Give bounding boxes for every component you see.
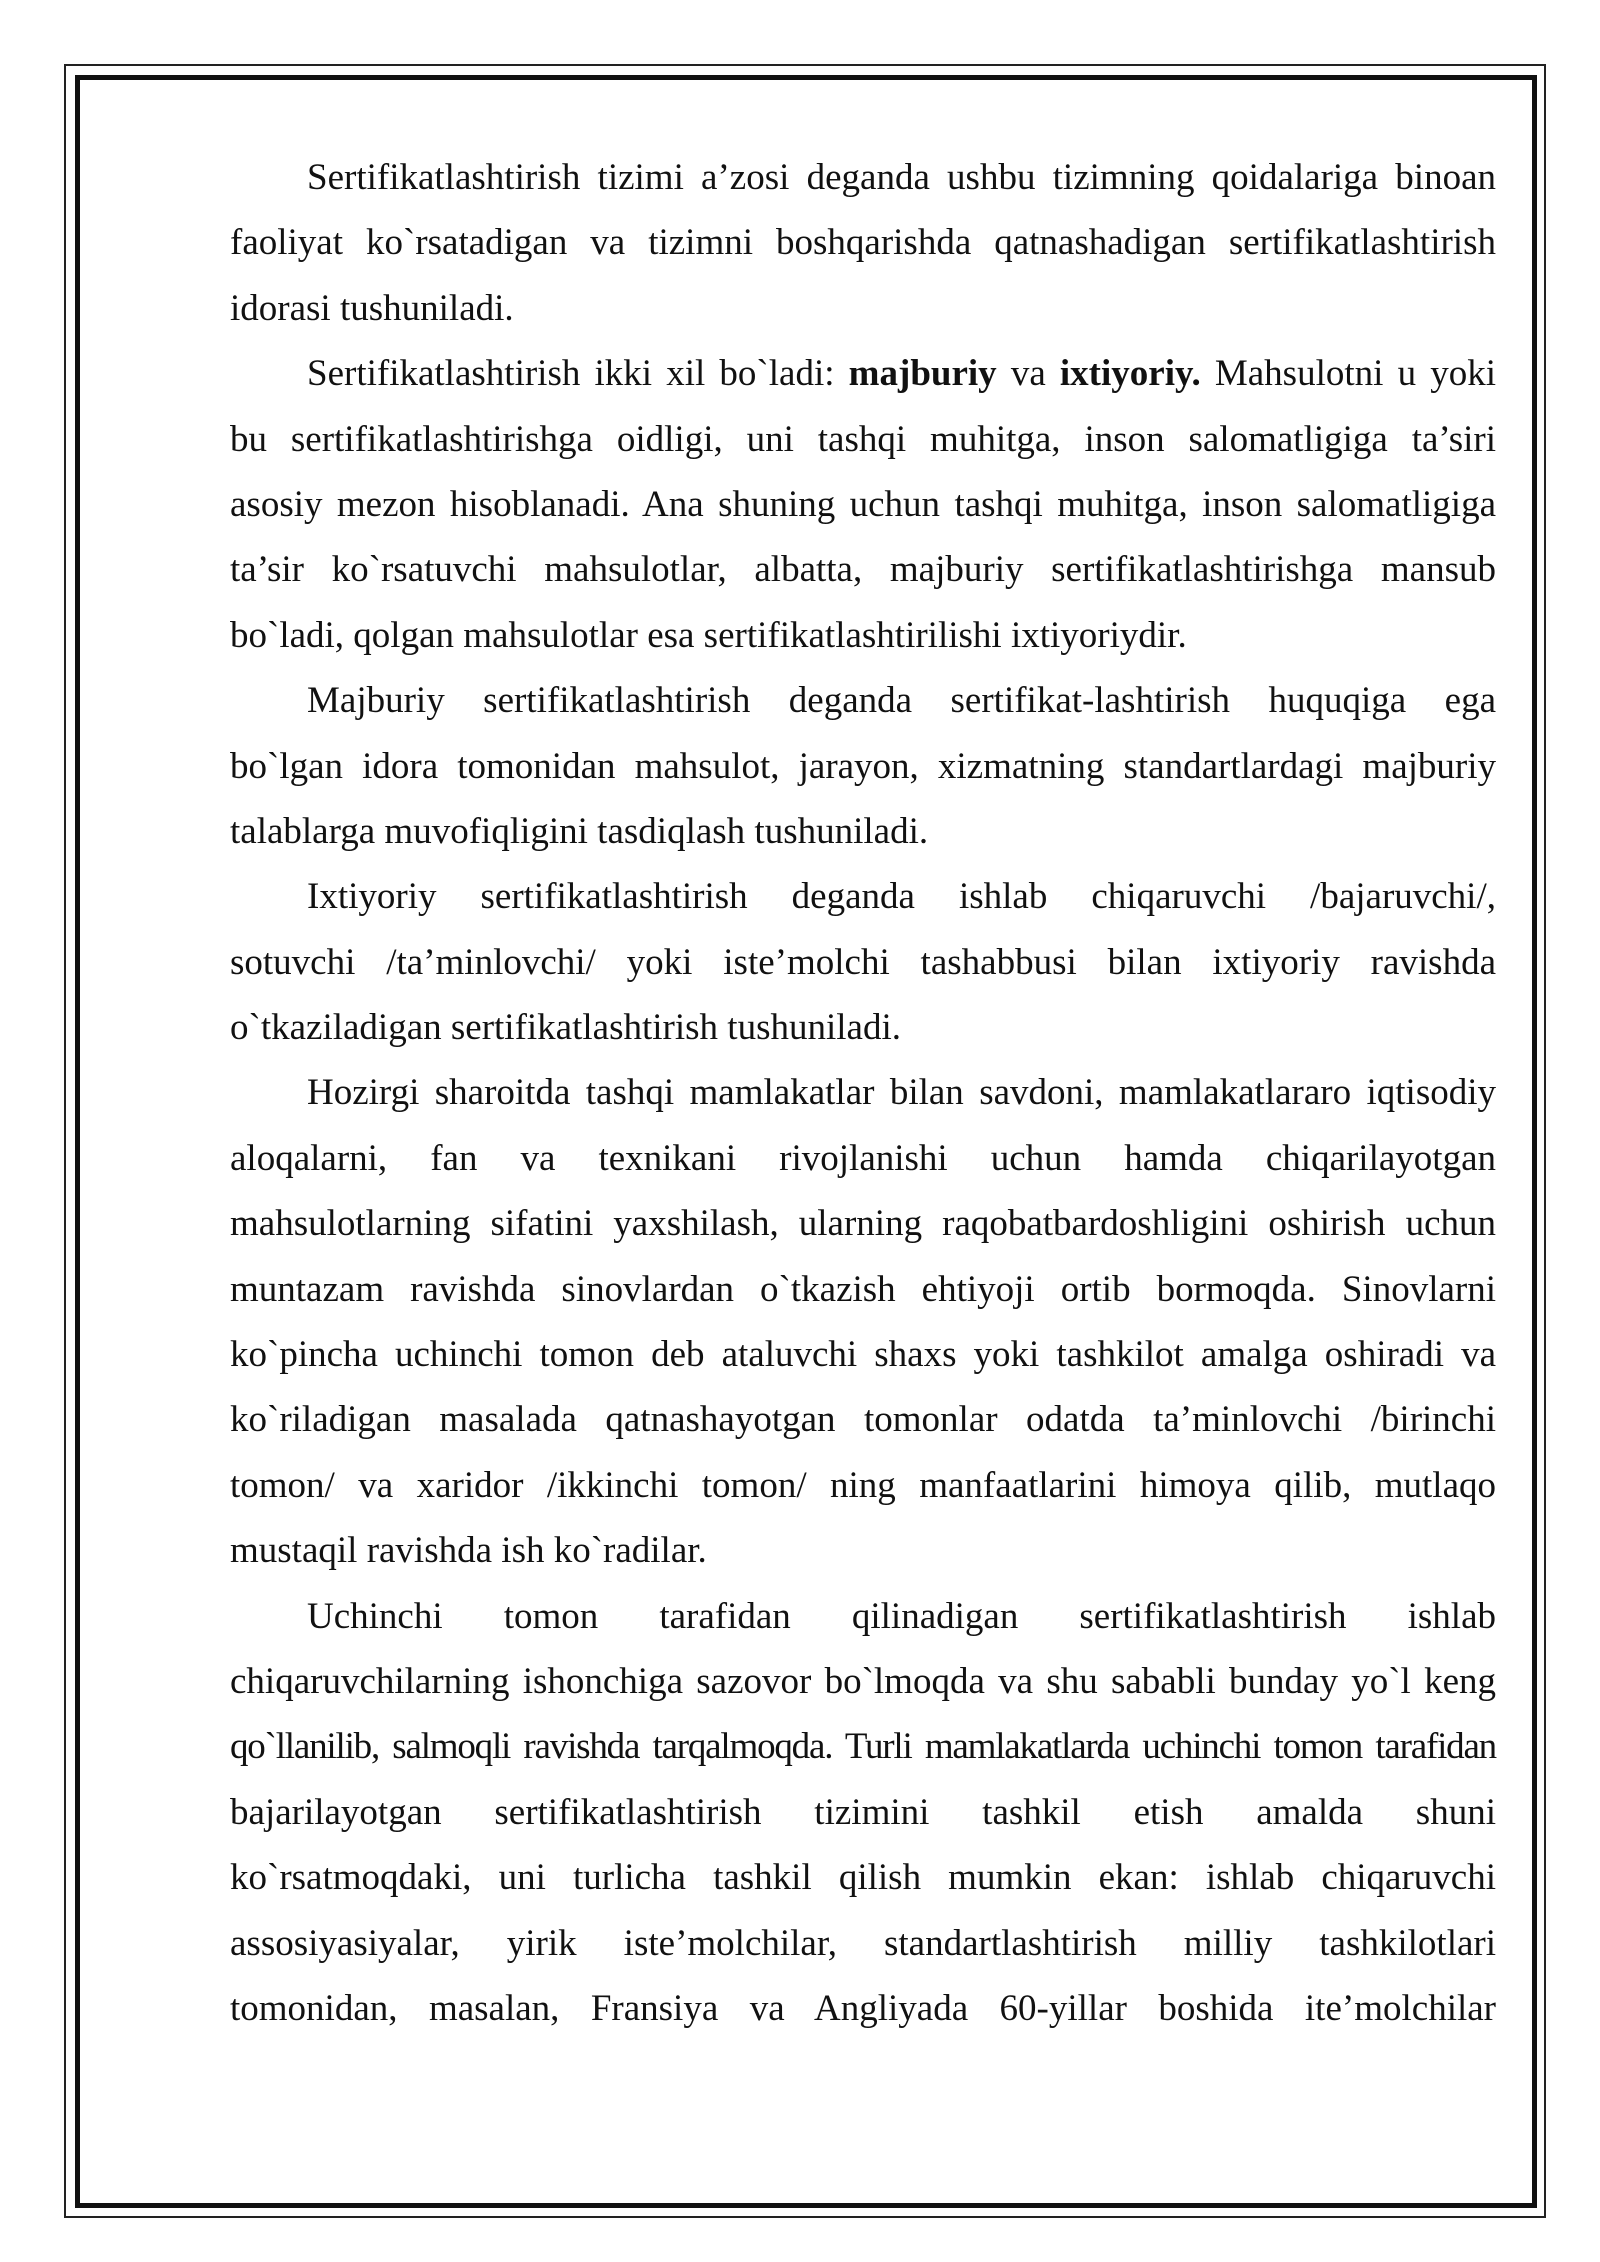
text-segment: va xyxy=(996,353,1060,395)
text-line: muntazam ravishda sinovlardan o`tkazish ehtiyoji ortib bormoqda. Sinovlarni xyxy=(230,1268,1496,1310)
text-line: ta’sir ko`rsatuvchi mahsulotlar, albatta, majburiy sertifikatlashtirishga mansub xyxy=(230,549,1496,591)
text-line: o`tkaziladigan sertifikatlashtirish tushuniladi. xyxy=(230,1007,901,1049)
body-text xyxy=(230,145,1496,2041)
text-line: assosiyasiyalar, yirik iste’molchilar, standartlashtirish milliy tashkilotlari xyxy=(230,1922,1496,1964)
text-line: tomonidan, masalan, Fransiya va Angliyada 60-yillar boshida ite’molchilar xyxy=(230,1987,1496,2029)
text-line: talablarga muvofiqligini tasdiqlash tushuniladi. xyxy=(230,810,929,852)
text-line: Sertifikatlashtirish tizimi a’zosi deganda ushbu tizimning qoidalariga binoan xyxy=(307,157,1496,198)
text-line: faoliyat ko`rsatadigan va tizimni boshqarishda qatnashadigan sertifikatlashtirish xyxy=(230,222,1496,264)
paragraph xyxy=(230,1584,1496,2042)
paragraph xyxy=(230,1060,1496,1583)
paragraph xyxy=(230,864,1496,1060)
text-segment: Sertifikatlashtirish ikki xil bo`ladi: xyxy=(307,353,849,395)
text-line: bo`ladi, qolgan mahsulotlar esa sertifikatlashtirilishi ixtiyoriydir. xyxy=(230,614,1187,656)
text-line: Hozirgi sharoitda tashqi mamlakatlar bilan savdoni, mamlakatlararo iqtisodiy xyxy=(307,1072,1496,1114)
text-line: Uchinchi tomon tarafidan qilinadigan sertifikatlashtirish ishlab xyxy=(307,1595,1496,1637)
text-line: mahsulotlarning sifatini yaxshilash, ularning raqobatbardoshligini oshirish uchun xyxy=(230,1203,1496,1245)
text-line: tomon/ va xaridor /ikkinchi tomon/ ning manfaatlarini himoya qilib, mutlaqo xyxy=(230,1464,1496,1506)
text-line: qo`llanilib, salmoqli ravishda tarqalmoqda. Turli mamlakatlarda uchinchi tomon tarafidan xyxy=(230,1726,1496,1768)
text-line: ko`riladigan masalada qatnashayotgan tomonlar odatda ta’minlovchi /birinchi xyxy=(230,1399,1496,1441)
text-line: ko`rsatmoqdaki, uni turlicha tashkil qilish mumkin ekan: ishlab chiqaruvchi xyxy=(230,1857,1496,1899)
text-line xyxy=(230,341,1496,406)
text-line: bu sertifikatlashtirishga oidligi, uni tashqi muhitga, inson salomatligiga ta’siri xyxy=(230,418,1496,460)
text-line: aloqalarni, fan va texnikani rivojlanishi uchun hamda chiqarilayotgan xyxy=(230,1137,1496,1179)
text-line: asosiy mezon hisoblanadi. Ana shuning uchun tashqi muhitga, inson salomatligiga xyxy=(230,483,1496,525)
text-line: Majburiy sertifikatlashtirish deganda sertifikat-lashtirish huquqiga ega xyxy=(307,680,1496,722)
text-line: sotuvchi /ta’minlovchi/ yoki iste’molchi tashabbusi bilan ixtiyoriy ravishda xyxy=(230,941,1496,983)
paragraph xyxy=(230,341,1496,668)
text-line: ko`pincha uchinchi tomon deb ataluvchi shaxs yoki tashkilot amalga oshiradi va xyxy=(230,1334,1496,1376)
bold-term-majburiy: majburiy xyxy=(848,353,997,395)
paragraph xyxy=(230,668,1496,864)
text-line: idorasi tushuniladi. xyxy=(230,287,514,329)
text-line: mustaqil ravishda ish ko`radilar. xyxy=(230,1530,707,1572)
text-line: bo`lgan idora tomonidan mahsulot, jarayon, xizmatning standartlardagi majburiy xyxy=(230,745,1496,787)
text-line: bajarilayotgan sertifikatlashtirish tizimini tashkil etish amalda shuni xyxy=(230,1791,1496,1833)
paragraph xyxy=(230,145,1496,341)
bold-term-ixtiyoriy: ixtiyoriy. xyxy=(1059,353,1201,395)
text-line: Ixtiyoriy sertifikatlashtirish deganda ishlab chiqaruvchi /bajaruvchi/, xyxy=(307,876,1496,918)
text-line: chiqaruvchilarning ishonchiga sazovor bo`lmoqda va shu sababli bunday yo`l keng xyxy=(230,1660,1496,1702)
text-segment: Mahsulotni u yoki xyxy=(1200,353,1497,395)
